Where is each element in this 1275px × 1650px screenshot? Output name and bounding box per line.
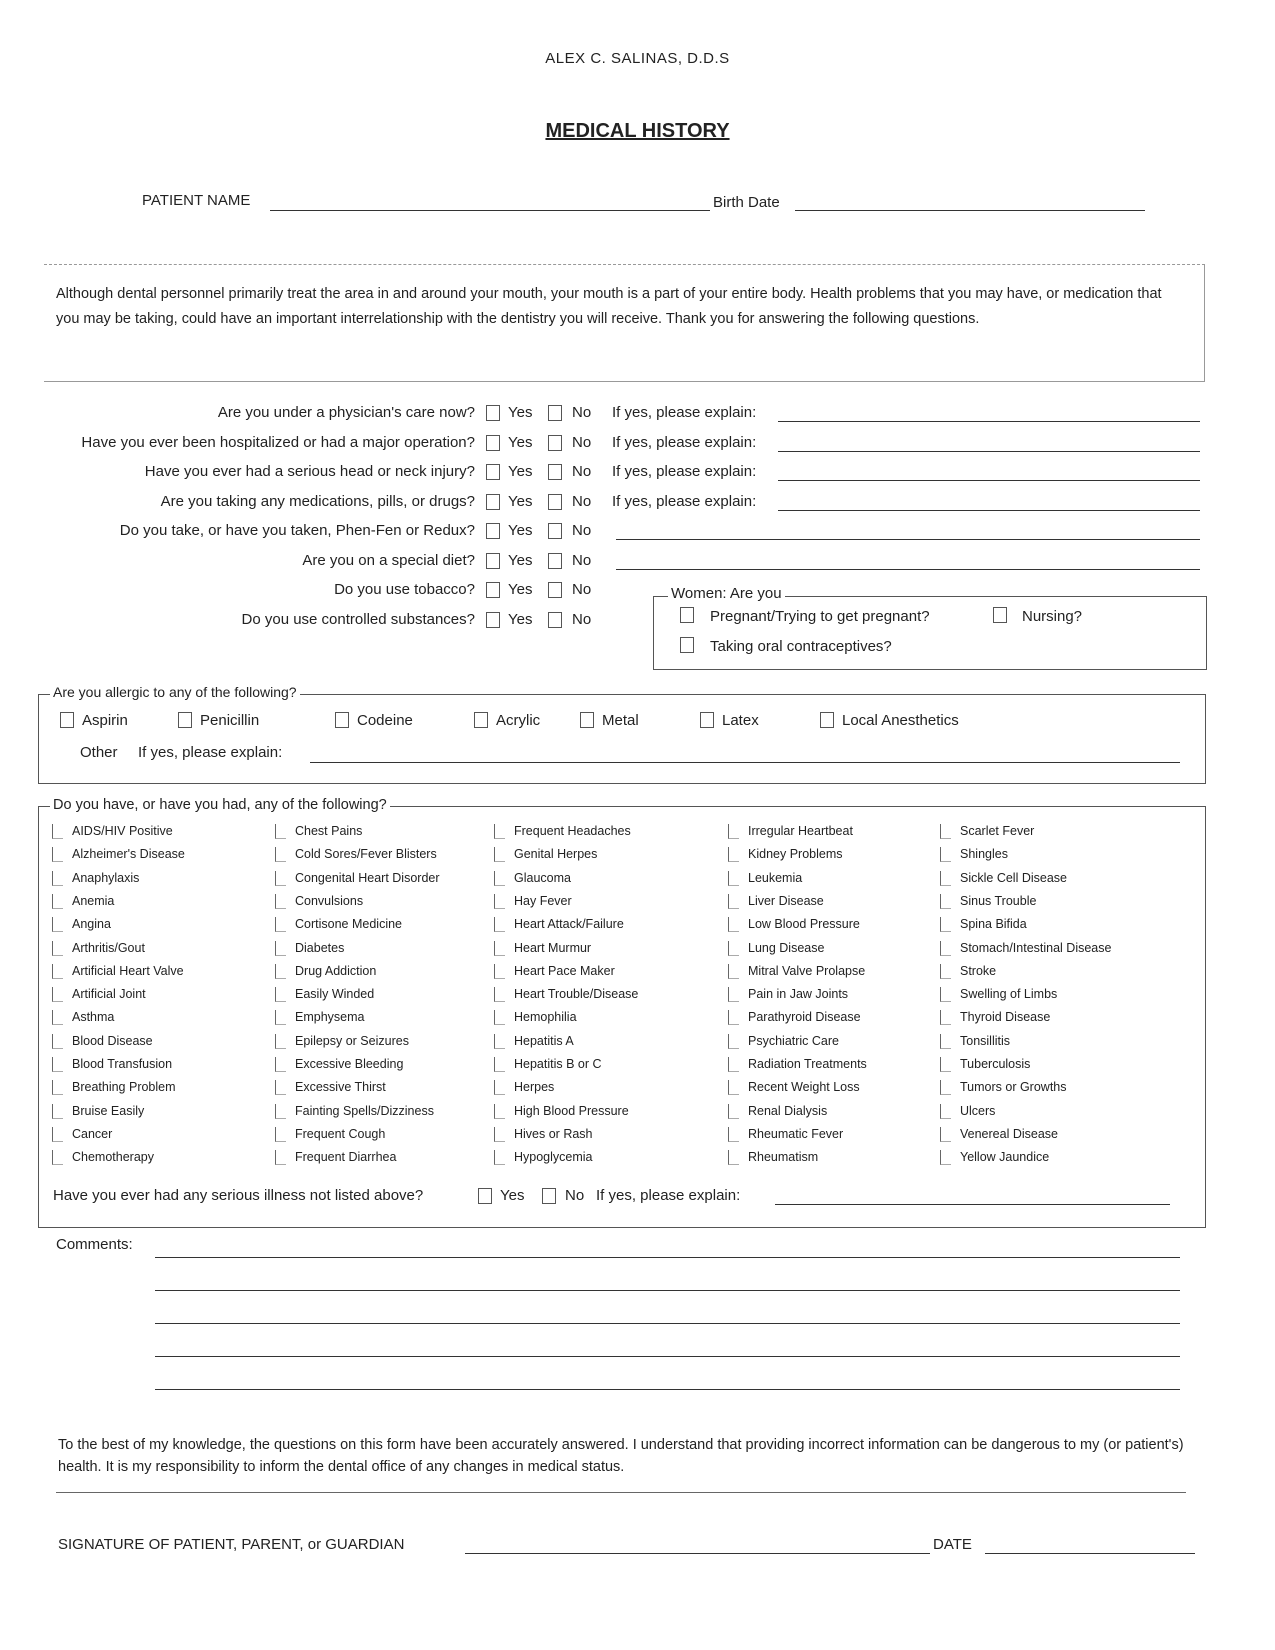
condition-label: Hepatitis B or C xyxy=(514,1057,602,1071)
condition-label: Lung Disease xyxy=(748,940,825,955)
condition-checkbox[interactable] xyxy=(52,894,63,909)
allergy-label: Latex xyxy=(722,712,759,729)
question-no-label: No xyxy=(572,522,592,539)
condition-label: Psychiatric Care xyxy=(748,1033,839,1048)
serious-illness-explain-field[interactable] xyxy=(775,1204,1170,1205)
condition-label: Arthritis/Gout xyxy=(72,940,145,955)
condition-checkbox[interactable] xyxy=(52,941,63,956)
condition-label: Stroke xyxy=(960,963,997,978)
condition-label: Congenital Heart Disorder xyxy=(295,870,440,885)
page-title-text: MEDICAL HISTORY xyxy=(545,120,730,142)
condition-label: Recent Weight Loss xyxy=(748,1080,860,1095)
condition-label: Parathyroid Disease xyxy=(748,1010,861,1025)
condition-checkbox[interactable] xyxy=(275,847,286,862)
condition-checkbox[interactable] xyxy=(275,871,286,886)
condition-checkbox[interactable] xyxy=(275,1150,286,1165)
condition-label: Alzheimer's Disease xyxy=(72,847,185,862)
comments-line[interactable] xyxy=(155,1356,1180,1357)
condition-label: Hives or Rash xyxy=(514,1126,593,1141)
signature-field[interactable] xyxy=(465,1553,930,1554)
allergy-checkbox[interactable] xyxy=(335,712,349,728)
condition-label: Irregular Heartbeat xyxy=(748,824,853,838)
condition-checkbox[interactable] xyxy=(940,824,951,839)
allergy-explain-label: If yes, please explain: xyxy=(138,744,283,761)
condition-label: Spina Bifida xyxy=(960,917,1027,932)
condition-checkbox[interactable] xyxy=(494,1057,505,1072)
condition-label: Heart Pace Maker xyxy=(514,963,615,978)
condition-label: Pain in Jaw Joints xyxy=(748,987,849,1002)
condition-checkbox[interactable] xyxy=(52,964,63,979)
condition-checkbox[interactable] xyxy=(52,1034,63,1049)
condition-label: Hay Fever xyxy=(514,893,572,908)
comments-line[interactable] xyxy=(155,1257,1180,1258)
condition-label: Kidney Problems xyxy=(748,847,843,862)
question-no-label: No xyxy=(572,551,592,569)
condition-label: Liver Disease xyxy=(748,893,824,908)
condition-checkbox[interactable] xyxy=(275,1057,286,1072)
contraceptives-checkbox[interactable] xyxy=(680,637,694,653)
condition-label: Herpes xyxy=(514,1080,555,1095)
condition-checkbox[interactable] xyxy=(728,871,739,886)
condition-label: Mitral Valve Prolapse xyxy=(748,963,866,978)
condition-checkbox[interactable] xyxy=(494,987,505,1002)
condition-label: Blood Transfusion xyxy=(72,1057,173,1071)
comments-line[interactable] xyxy=(155,1323,1180,1324)
condition-label: Yellow Jaundice xyxy=(960,1150,1050,1165)
condition-label: Excessive Thirst xyxy=(295,1080,386,1095)
condition-label: Hepatitis A xyxy=(514,1033,574,1048)
question-yes-checkbox[interactable] xyxy=(486,435,500,451)
question-yes-checkbox[interactable] xyxy=(486,523,500,539)
comments-label: Comments: xyxy=(56,1236,133,1253)
condition-checkbox[interactable] xyxy=(728,917,739,932)
condition-label: Thyroid Disease xyxy=(960,1010,1051,1025)
allergy-other-label: Other xyxy=(80,744,118,761)
nursing-label: Nursing? xyxy=(1022,608,1083,625)
condition-checkbox[interactable] xyxy=(728,1104,739,1119)
question-no-checkbox[interactable] xyxy=(548,405,562,421)
date-field[interactable] xyxy=(985,1553,1195,1554)
condition-checkbox[interactable] xyxy=(940,1010,951,1025)
condition-label: Cold Sores/Fever Blisters xyxy=(295,847,437,862)
condition-checkbox[interactable] xyxy=(275,1080,286,1095)
question-explain-label: If yes, please explain: xyxy=(612,492,757,510)
condition-label: Sinus Trouble xyxy=(960,893,1037,908)
condition-checkbox[interactable] xyxy=(940,964,951,979)
allergy-checkbox[interactable] xyxy=(474,712,488,728)
question-no-checkbox[interactable] xyxy=(548,464,562,480)
doctor-name: ALEX C. SALINAS, D.D.S xyxy=(545,50,730,67)
condition-label: Genital Herpes xyxy=(514,847,598,862)
condition-label: Drug Addiction xyxy=(295,963,377,978)
condition-checkbox[interactable] xyxy=(940,1150,951,1165)
allergy-legend: Are you allergic to any of the following? xyxy=(50,684,300,700)
question-text: Do you use controlled substances? xyxy=(241,610,475,628)
condition-checkbox[interactable] xyxy=(52,1080,63,1095)
condition-checkbox[interactable] xyxy=(52,917,63,932)
condition-label: Scarlet Fever xyxy=(960,824,1035,838)
condition-label: Asthma xyxy=(72,1010,115,1025)
question-yes-checkbox[interactable] xyxy=(486,494,500,510)
allergy-checkbox[interactable] xyxy=(60,712,74,728)
allergy-label: Metal xyxy=(602,712,639,729)
question-text: Have you ever been hospitalized or had a major operation? xyxy=(81,433,475,451)
question-no-label: No xyxy=(572,463,592,480)
condition-label: Rheumatism xyxy=(748,1150,819,1165)
condition-label: Diabetes xyxy=(295,940,345,955)
condition-checkbox[interactable] xyxy=(52,1127,63,1142)
birth-date-field[interactable] xyxy=(795,210,1145,211)
question-yes-label: Yes xyxy=(508,404,533,421)
question-yes-checkbox[interactable] xyxy=(486,553,500,569)
condition-label: Ulcers xyxy=(960,1103,996,1118)
condition-checkbox[interactable] xyxy=(275,941,286,956)
question-no-label: No xyxy=(572,433,592,451)
condition-checkbox[interactable] xyxy=(494,824,505,839)
question-yes-checkbox[interactable] xyxy=(486,405,500,421)
condition-checkbox[interactable] xyxy=(275,987,286,1002)
condition-checkbox[interactable] xyxy=(728,941,739,956)
condition-label: Leukemia xyxy=(748,870,803,885)
condition-checkbox[interactable] xyxy=(275,1127,286,1142)
comments-line[interactable] xyxy=(155,1290,1180,1291)
question-yes-checkbox[interactable] xyxy=(486,612,500,628)
condition-checkbox[interactable] xyxy=(728,1150,739,1165)
serious-illness-question: Have you ever had any serious illness not listed above? xyxy=(53,1187,424,1204)
allergy-label: Aspirin xyxy=(82,712,128,729)
condition-checkbox[interactable] xyxy=(728,1127,739,1142)
condition-label: Cancer xyxy=(72,1126,113,1141)
question-no-label: No xyxy=(572,581,592,598)
question-yes-label: Yes xyxy=(508,463,533,480)
condition-label: Angina xyxy=(72,917,111,932)
condition-label: Cortisone Medicine xyxy=(295,917,402,932)
condition-checkbox[interactable] xyxy=(728,847,739,862)
condition-checkbox[interactable] xyxy=(940,894,951,909)
condition-label: Swelling of Limbs xyxy=(960,987,1058,1002)
question-text: Are you under a physician's care now? xyxy=(217,404,475,421)
question-no-checkbox[interactable] xyxy=(548,582,562,598)
condition-label: Heart Murmur xyxy=(514,940,592,955)
allergy-checkbox[interactable] xyxy=(580,712,594,728)
condition-label: Glaucoma xyxy=(514,870,571,885)
question-explain-field[interactable] xyxy=(778,510,1200,511)
condition-checkbox[interactable] xyxy=(728,894,739,909)
question-no-checkbox[interactable] xyxy=(548,435,562,451)
question-explain-field[interactable] xyxy=(778,451,1200,452)
condition-label: Epilepsy or Seizures xyxy=(295,1033,409,1048)
condition-label: Frequent Diarrhea xyxy=(295,1150,397,1165)
question-explain-field[interactable] xyxy=(778,421,1200,422)
nursing-checkbox[interactable] xyxy=(993,607,1007,623)
condition-label: Heart Attack/Failure xyxy=(514,917,624,932)
condition-checkbox[interactable] xyxy=(728,1010,739,1025)
condition-checkbox[interactable] xyxy=(494,941,505,956)
question-text: Do you use tobacco? xyxy=(334,581,475,598)
condition-checkbox[interactable] xyxy=(494,1127,505,1142)
condition-label: Hypoglycemia xyxy=(514,1150,593,1165)
question-explain-field[interactable] xyxy=(616,569,1200,570)
question-yes-checkbox[interactable] xyxy=(486,464,500,480)
condition-label: Frequent Headaches xyxy=(514,824,631,838)
statement-divider xyxy=(56,1492,1186,1493)
condition-checkbox[interactable] xyxy=(940,1127,951,1142)
question-explain-label: If yes, please explain: xyxy=(612,433,757,451)
condition-label: Heart Trouble/Disease xyxy=(514,987,639,1002)
question-text: Are you taking any medications, pills, or drugs? xyxy=(160,492,475,510)
patient-name-label: PATIENT NAME xyxy=(142,192,251,209)
condition-checkbox[interactable] xyxy=(494,1034,505,1049)
date-label: DATE xyxy=(933,1536,972,1553)
condition-label: Shingles xyxy=(960,847,1008,862)
condition-checkbox[interactable] xyxy=(494,1010,505,1025)
condition-checkbox[interactable] xyxy=(494,964,505,979)
question-no-label: No xyxy=(572,610,592,628)
serious-illness-yes-label: Yes xyxy=(500,1187,525,1204)
allergy-checkbox[interactable] xyxy=(178,712,192,728)
history-legend: Do you have, or have you had, any of the following? xyxy=(50,797,390,813)
condition-checkbox[interactable] xyxy=(940,987,951,1002)
serious-illness-yes-checkbox[interactable] xyxy=(478,1188,492,1204)
condition-label: Anaphylaxis xyxy=(72,870,140,885)
condition-checkbox[interactable] xyxy=(728,1034,739,1049)
question-explain-label: If yes, please explain: xyxy=(612,404,757,421)
question-no-checkbox[interactable] xyxy=(548,523,562,539)
question-no-checkbox[interactable] xyxy=(548,494,562,510)
condition-checkbox[interactable] xyxy=(52,987,63,1002)
question-yes-checkbox[interactable] xyxy=(486,582,500,598)
allergy-checkbox[interactable] xyxy=(820,712,834,728)
question-yes-label: Yes xyxy=(508,610,533,628)
condition-label: Easily Winded xyxy=(295,987,375,1002)
condition-checkbox[interactable] xyxy=(275,1034,286,1049)
patient-name-field[interactable] xyxy=(270,210,710,211)
condition-checkbox[interactable] xyxy=(728,1057,739,1072)
condition-label: Tuberculosis xyxy=(960,1057,1031,1071)
condition-label: Breathing Problem xyxy=(72,1080,176,1095)
condition-checkbox[interactable] xyxy=(940,1104,951,1119)
attestation-statement: To the best of my knowledge, the questions on this form have been accurately answered. I understand that providing incorrect information can be dangerous to my (or patient's) health. It is my responsibility to inform the dental office of any changes in medical status. xyxy=(58,1437,1184,1475)
condition-checkbox[interactable] xyxy=(940,941,951,956)
question-yes-label: Yes xyxy=(508,581,533,598)
condition-label: Excessive Bleeding xyxy=(295,1057,404,1071)
condition-checkbox[interactable] xyxy=(940,1057,951,1072)
question-no-checkbox[interactable] xyxy=(548,612,562,628)
condition-checkbox[interactable] xyxy=(940,1034,951,1049)
condition-checkbox[interactable] xyxy=(275,917,286,932)
condition-checkbox[interactable] xyxy=(494,1150,505,1165)
condition-label: Blood Disease xyxy=(72,1033,153,1048)
condition-checkbox[interactable] xyxy=(728,1080,739,1095)
allergy-label: Penicillin xyxy=(200,712,260,729)
condition-checkbox[interactable] xyxy=(494,871,505,886)
condition-checkbox[interactable] xyxy=(494,847,505,862)
question-no-checkbox[interactable] xyxy=(548,553,562,569)
condition-label: Artificial Joint xyxy=(72,987,146,1002)
condition-label: Artificial Heart Valve xyxy=(72,963,184,978)
intro-text: Although dental personnel primarily treat the area in and around your mouth, your mouth is a part of your entire body. Health problems that you may have, or medication that you may be taking, could have an important interrelationship with the dentistry you will receive. Thank you for answering the following questions. xyxy=(56,286,1162,327)
allergy-checkbox[interactable] xyxy=(700,712,714,728)
allergy-box xyxy=(38,694,1206,784)
question-no-label: No xyxy=(572,492,592,510)
condition-checkbox[interactable] xyxy=(494,1104,505,1119)
condition-label: Convulsions xyxy=(295,893,364,908)
serious-illness-explain-label: If yes, please explain: xyxy=(596,1187,741,1204)
condition-checkbox[interactable] xyxy=(940,1080,951,1095)
condition-label: Radiation Treatments xyxy=(748,1057,867,1071)
condition-checkbox[interactable] xyxy=(52,1150,63,1165)
question-yes-label: Yes xyxy=(508,492,533,510)
condition-checkbox[interactable] xyxy=(275,824,286,839)
condition-label: Venereal Disease xyxy=(960,1126,1058,1141)
condition-checkbox[interactable] xyxy=(52,1104,63,1119)
condition-checkbox[interactable] xyxy=(52,871,63,886)
condition-label: Tumors or Growths xyxy=(960,1080,1067,1095)
allergy-label: Acrylic xyxy=(496,712,541,729)
condition-label: Hemophilia xyxy=(514,1010,577,1025)
condition-label: Fainting Spells/Dizziness xyxy=(295,1103,434,1118)
serious-illness-no-label: No xyxy=(565,1187,585,1204)
signature-label: SIGNATURE OF PATIENT, PARENT, or GUARDIAN xyxy=(58,1536,405,1553)
condition-label: Stomach/Intestinal Disease xyxy=(960,940,1112,955)
question-yes-label: Yes xyxy=(508,551,533,569)
condition-checkbox[interactable] xyxy=(494,1080,505,1095)
comments-line[interactable] xyxy=(155,1389,1180,1390)
question-text: Do you take, or have you taken, Phen-Fen or Redux? xyxy=(119,522,475,539)
contraceptives-label: Taking oral contraceptives? xyxy=(710,638,892,655)
condition-checkbox[interactable] xyxy=(275,1010,286,1025)
question-text: Have you ever had a serious head or neck injury? xyxy=(144,463,475,480)
question-explain-field[interactable] xyxy=(616,539,1200,540)
allergy-label: Codeine xyxy=(357,712,413,729)
condition-checkbox[interactable] xyxy=(940,871,951,886)
question-yes-label: Yes xyxy=(508,433,533,451)
question-no-label: No xyxy=(572,404,592,421)
condition-label: Bruise Easily xyxy=(72,1103,145,1118)
condition-checkbox[interactable] xyxy=(275,894,286,909)
question-explain-field[interactable] xyxy=(778,480,1200,481)
condition-label: Frequent Cough xyxy=(295,1126,386,1141)
allergy-explain-field[interactable] xyxy=(310,762,1180,763)
condition-checkbox[interactable] xyxy=(940,917,951,932)
allergy-label: Local Anesthetics xyxy=(842,712,959,729)
condition-label: Renal Dialysis xyxy=(748,1103,828,1118)
condition-checkbox[interactable] xyxy=(52,824,63,839)
condition-label: Rheumatic Fever xyxy=(748,1126,844,1141)
pregnant-label: Pregnant/Trying to get pregnant? xyxy=(710,608,930,625)
page-title xyxy=(0,120,1275,143)
condition-label: Emphysema xyxy=(295,1010,365,1025)
condition-checkbox[interactable] xyxy=(52,847,63,862)
condition-label: Sickle Cell Disease xyxy=(960,870,1067,885)
question-explain-label: If yes, please explain: xyxy=(612,463,757,480)
condition-label: Chest Pains xyxy=(295,824,363,838)
birth-date-label: Birth Date xyxy=(713,194,780,211)
condition-label: Low Blood Pressure xyxy=(748,917,860,932)
question-text: Are you on a special diet? xyxy=(302,551,475,569)
condition-checkbox[interactable] xyxy=(275,1104,286,1119)
condition-label: Chemotherapy xyxy=(72,1150,154,1165)
condition-checkbox[interactable] xyxy=(275,964,286,979)
condition-checkbox[interactable] xyxy=(728,824,739,839)
condition-checkbox[interactable] xyxy=(494,894,505,909)
pregnant-checkbox[interactable] xyxy=(680,607,694,623)
women-legend: Women: Are you xyxy=(668,585,785,602)
condition-checkbox[interactable] xyxy=(940,847,951,862)
condition-checkbox[interactable] xyxy=(494,917,505,932)
condition-checkbox[interactable] xyxy=(52,1057,63,1072)
condition-label: High Blood Pressure xyxy=(514,1103,629,1118)
condition-label: AIDS/HIV Positive xyxy=(72,824,173,838)
condition-checkbox[interactable] xyxy=(52,1010,63,1025)
question-yes-label: Yes xyxy=(508,522,533,539)
condition-checkbox[interactable] xyxy=(728,987,739,1002)
condition-checkbox[interactable] xyxy=(728,964,739,979)
condition-label: Tonsillitis xyxy=(960,1033,1011,1048)
condition-label: Anemia xyxy=(72,893,115,908)
serious-illness-no-checkbox[interactable] xyxy=(542,1188,556,1204)
